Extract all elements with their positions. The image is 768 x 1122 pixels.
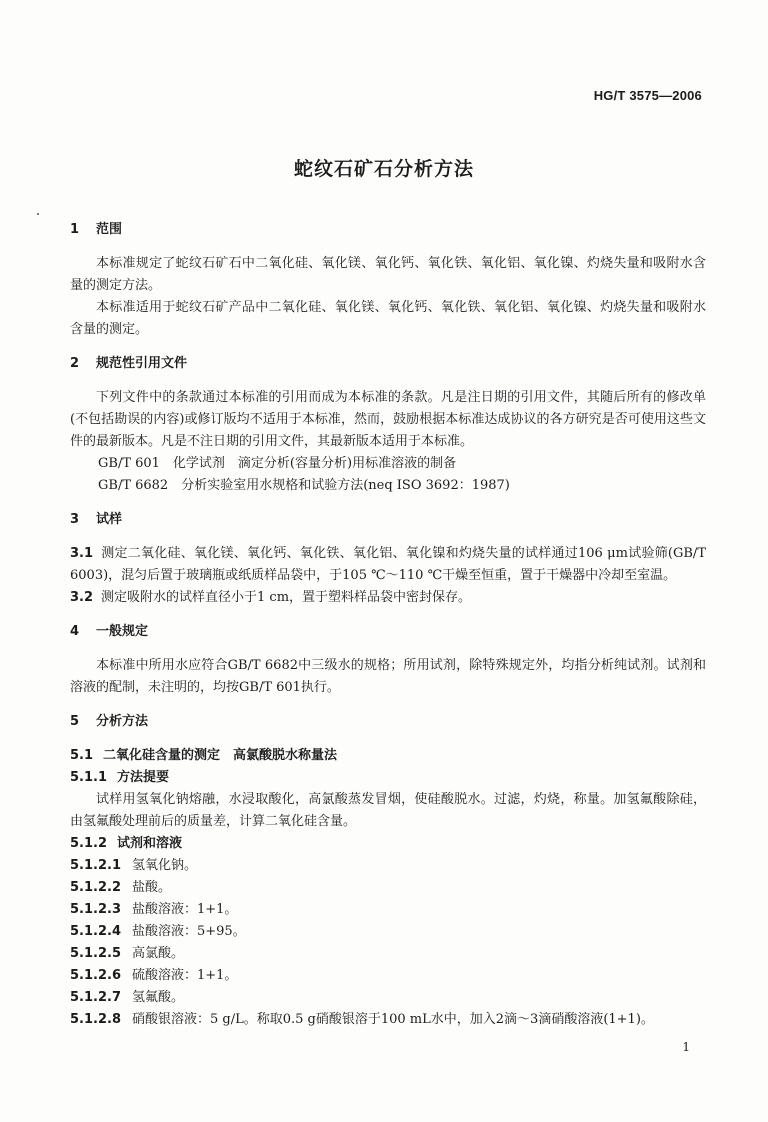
- subsection-number: 5.1.1: [70, 770, 108, 785]
- subsection-5-1-1-heading: [70, 767, 706, 789]
- reagent-text: 盐酸溶液：1+1。: [132, 902, 238, 917]
- document-title: 蛇纹石矿石分析方法: [293, 158, 474, 180]
- reagent-text: 氢氟酸。: [132, 990, 185, 1005]
- section-number: 1: [70, 222, 80, 237]
- subsection-title: 试剂和溶液: [117, 836, 183, 851]
- scope-paragraph-1: 本标准规定了蛇纹石矿石中二氧化硅、氧化镁、氧化钙、氧化铁、氧化铝、氧化镍、灼烧失量和吸附水含量的测定方法。: [70, 256, 706, 293]
- reagent-item: [70, 921, 706, 943]
- standard-code: HG/T 3575—2006: [593, 88, 702, 103]
- section-3-heading: [70, 509, 706, 531]
- document-body: [70, 219, 706, 1031]
- reagent-item: [70, 1009, 706, 1031]
- reagent-item: [70, 855, 706, 877]
- section-title: 一般规定: [96, 624, 149, 639]
- reagent-number: 5.1.2.8: [70, 1012, 121, 1027]
- reagent-text: 盐酸溶液：5+95。: [132, 924, 246, 939]
- reagent-number: 5.1.2.1: [70, 858, 121, 873]
- clause-3-1: [70, 543, 706, 587]
- section-title: 范围: [96, 222, 123, 237]
- reagent-item: [70, 987, 706, 1009]
- reagent-number: 5.1.2.7: [70, 990, 121, 1005]
- subsection-number: 5.1.2: [70, 836, 108, 851]
- reagent-number: 5.1.2.4: [70, 924, 121, 939]
- section-1-heading: [70, 219, 706, 241]
- scan-speck: [37, 213, 39, 215]
- reagent-text: 硫酸溶液：1+1。: [132, 968, 238, 983]
- clause-number: 3.2: [70, 590, 94, 605]
- clause-3-2: [70, 587, 706, 609]
- section-4-heading: [70, 621, 706, 643]
- page-number: 1: [682, 1040, 690, 1054]
- reagent-text: 硝酸银溶液：5 g/L。称取0.5 g硝酸银溶于100 mL水中，加入2滴～3滴硝酸溶液(1+1)。: [132, 1012, 654, 1027]
- subsection-5-1-2-heading: [70, 833, 706, 855]
- reagent-number: 5.1.2.3: [70, 902, 121, 917]
- scope-paragraph-2: 本标准适用于蛇纹石矿产品中二氧化硅、氧化镁、氧化钙、氧化铁、氧化铝、氧化镍、灼烧失量和吸附水含量的测定。: [70, 300, 706, 337]
- section-title: 试样: [96, 512, 123, 527]
- reagent-text: 盐酸。: [132, 880, 172, 895]
- section-number: 3: [70, 512, 80, 527]
- reference-item: GB/T 6682 分析实验室用水规格和试验方法(neq ISO 3692：1987): [98, 478, 510, 493]
- section-title: 规范性引用文件: [96, 356, 188, 371]
- section-2-heading: [70, 353, 706, 375]
- subsection-5-1-heading: [70, 745, 706, 767]
- clause-text: 测定吸附水的试样直径小于1 cm，置于塑料样品袋中密封保存。: [101, 590, 472, 605]
- section-5-heading: [70, 711, 706, 733]
- section-title: 分析方法: [96, 714, 149, 729]
- clause-number: 3.1: [70, 546, 94, 561]
- reagent-text: 氢氧化钠。: [132, 858, 198, 873]
- subsection-number: 5.1: [70, 748, 94, 763]
- section-number: 2: [70, 356, 80, 371]
- reagent-text: 高氯酸。: [132, 946, 185, 961]
- reagent-item: [70, 965, 706, 987]
- section-number: 5: [70, 714, 80, 729]
- reagent-item: [70, 899, 706, 921]
- method-summary-paragraph: 试样用氢氧化钠熔融，水浸取酸化，高氯酸蒸发冒烟，使硅酸脱水。过滤，灼烧，称量。加氢氟酸除硅，由氢氟酸处理前后的质量差，计算二氧化硅含量。: [70, 792, 706, 829]
- subsection-title: 方法提要: [117, 770, 170, 785]
- general-rules-paragraph: 本标准中所用水应符合GB/T 6682中三级水的规格；所用试剂，除特殊规定外，均指分析纯试剂。试剂和溶液的配制，未注明的，均按GB/T 601执行。: [70, 658, 706, 695]
- reagent-item: [70, 943, 706, 965]
- references-paragraph: 下列文件中的条款通过本标准的引用而成为本标准的条款。凡是注日期的引用文件，其随后所有的修改单(不包括勘误的内容)或修订版均不适用于本标准，然而，鼓励根据本标准达成协议的各方研究是否可使用这些文件的最新版本。凡是不注日期的引用文件，其最新版本适用于本标准。: [70, 390, 706, 449]
- clause-text: 测定二氧化硅、氧化镁、氧化钙、氧化铁、氧化铝、氧化镍和灼烧失量的试样通过106 μm试验筛(GB/T 6003)，混匀后置于玻璃瓶或纸质样品袋中，于105 ℃～110 ℃干燥至恒重，置于干燥器中冷却至室温。: [70, 546, 706, 583]
- reagent-number: 5.1.2.2: [70, 880, 121, 895]
- reagent-item: [70, 877, 706, 899]
- reagent-number: 5.1.2.6: [70, 968, 121, 983]
- reference-item: GB/T 601 化学试剂 滴定分析(容量分析)用标准溶液的制备: [98, 456, 457, 471]
- section-number: 4: [70, 624, 80, 639]
- subsection-title: 二氧化硅含量的测定 高氯酸脱水称量法: [103, 748, 338, 763]
- reagent-number: 5.1.2.5: [70, 946, 121, 961]
